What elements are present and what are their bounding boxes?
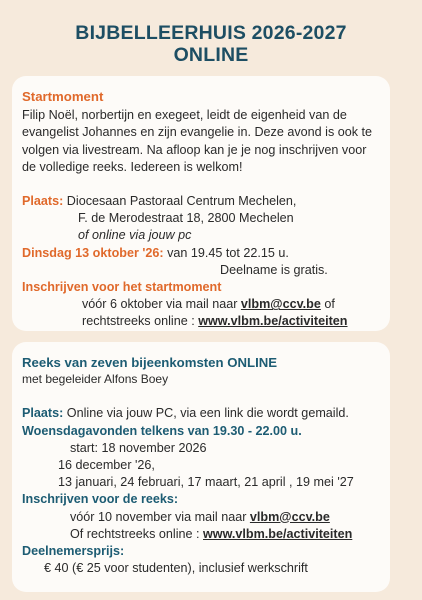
title-line-2: ONLINE bbox=[173, 44, 249, 66]
reeks-price-label: Deelnemersprijs: bbox=[22, 544, 125, 559]
reeks-evenings-unit: u. bbox=[287, 423, 302, 438]
reeks-signup-label: Inschrijven voor de reeks: bbox=[22, 492, 179, 507]
intro-line-3: volgen via livestream. Na afloop kan je je nog inschrijven voor bbox=[22, 142, 367, 157]
reeks-dates-line-3: 13 januari, 24 februari, 17 maart, 21 april , 19 mei '27 bbox=[58, 475, 354, 490]
startmoment-signup-line-2 bbox=[22, 313, 380, 330]
startmoment-url-link[interactable]: www.vlbm.be/activiteiten bbox=[198, 314, 348, 329]
place-line-2: F. de Merodestraat 18, 2800 Mechelen bbox=[78, 211, 294, 226]
reeks-card bbox=[12, 342, 390, 592]
reeks-signup-text: vóór 10 november via mail naar bbox=[70, 509, 250, 524]
signup-online-text: rechtstreeks online : bbox=[82, 314, 199, 329]
startmoment-heading: Startmoment bbox=[22, 89, 104, 104]
place-line-3: of online via jouw pc bbox=[78, 228, 192, 243]
reeks-place-label: Plaats: bbox=[22, 406, 64, 421]
reeks-email-link[interactable]: vlbm@ccv.be bbox=[249, 509, 330, 524]
signup-text: vóór 6 oktober via mail naar bbox=[82, 297, 241, 312]
page-title bbox=[0, 22, 422, 66]
intro-line-4: de volledige reeks. Iedereen is welkom! bbox=[22, 159, 243, 174]
startmoment-date bbox=[22, 245, 380, 262]
reeks-dates-line-1: start: 18 november 2026 bbox=[70, 440, 207, 455]
date-text: van 19.45 tot 22.15 u. bbox=[163, 245, 289, 260]
free-text: Deelname is gratis. bbox=[220, 262, 328, 277]
reeks-evenings bbox=[22, 423, 380, 440]
intro-line-2: evangelist Johannes en zijn evangelie in. Deze avond is ook te bbox=[22, 125, 373, 140]
intro-line-1: Filip Noël, norbertijn en exegeet, leidt de eigenheid van de bbox=[22, 108, 347, 123]
startmoment-card bbox=[12, 76, 390, 331]
reeks-url-link[interactable]: www.vlbm.be/activiteiten bbox=[203, 526, 353, 541]
reeks-signup-line-1 bbox=[22, 509, 380, 526]
reeks-dates-line-2: 16 december '26, bbox=[58, 458, 155, 473]
reeks-subheading: met begeleider Alfons Boey bbox=[22, 372, 169, 387]
startmoment-signup-line-1 bbox=[22, 296, 380, 313]
reeks-place-text: Online via jouw PC, via een link die wordt gemaild. bbox=[63, 406, 349, 421]
startmoment-place bbox=[22, 193, 380, 210]
reeks-evenings-label: Woensdagavonden telkens van 19.30 - 22.00 bbox=[22, 423, 288, 438]
reeks-price-text: € 40 (€ 25 voor studenten), inclusief werkschrift bbox=[44, 561, 308, 576]
startmoment-signup-label: Inschrijven voor het startmoment bbox=[22, 280, 222, 295]
title-line-1: BIJBELLEERHUIS 2026-2027 bbox=[75, 22, 347, 44]
reeks-place bbox=[22, 405, 380, 422]
place-label: Plaats: bbox=[22, 194, 64, 209]
reeks-heading: Reeks van zeven bijeenkomsten ONLINE bbox=[22, 355, 278, 370]
place-line-1: Diocesaan Pastoraal Centrum Mechelen, bbox=[63, 194, 297, 209]
reeks-signup-line-2 bbox=[22, 526, 380, 543]
signup-text-post: of bbox=[320, 297, 335, 312]
date-label: Dinsdag 13 oktober '26: bbox=[22, 245, 164, 260]
reeks-signup-online-text: Of rechtstreeks online : bbox=[70, 526, 203, 541]
startmoment-email-link[interactable]: vlbm@ccv.be bbox=[240, 297, 321, 312]
